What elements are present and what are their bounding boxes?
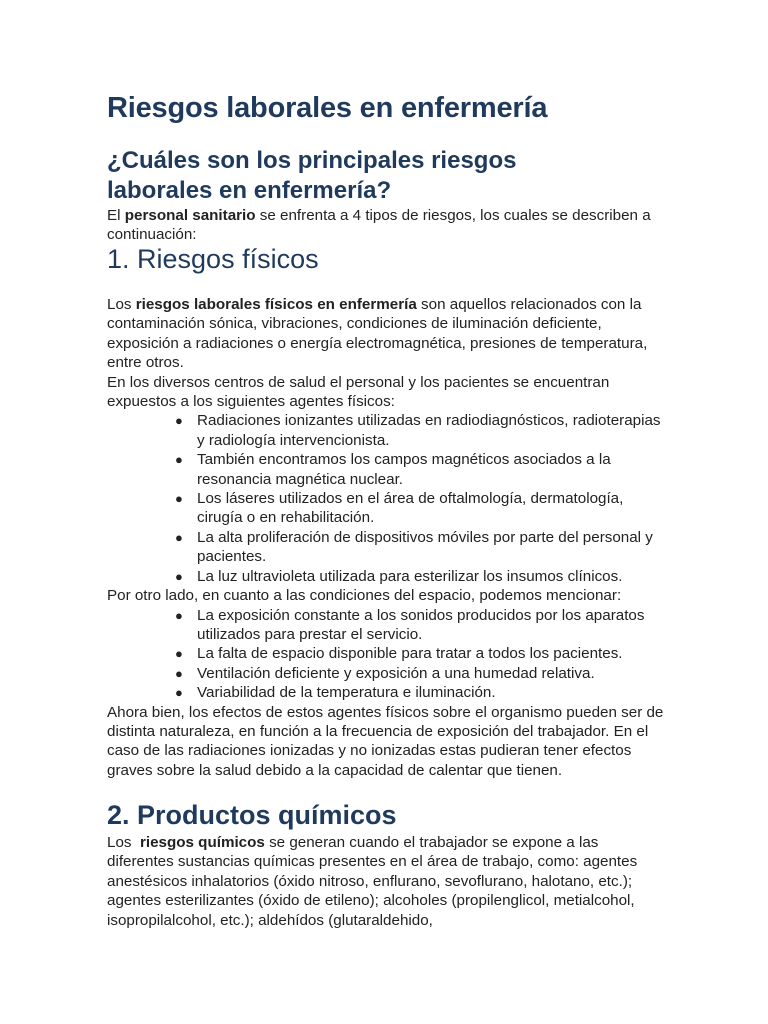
list-item-text: La alta proliferación de dispositivos móviles por parte del personal y pacientes. xyxy=(197,528,653,566)
section1-para1-bold: riesgos laborales físicos en enfermería xyxy=(135,296,417,313)
list-item xyxy=(175,683,667,702)
section1-para1-post: son aquellos relacionados con la contaminación sónica, vibraciones, condiciones de iluminación deficiente, exposición a radiaciones o energía electromagnética, presiones de temperatura, entre otros. xyxy=(107,296,648,372)
section1-paragraph-4: Ahora bien, los efectos de estos agentes físicos sobre el organismo pueden ser de distinta naturaleza, en función a la frecuencia de exposición del trabajador. En el caso de las radiaciones ionizadas y no ionizadas estas pudieran tener efectos graves sobre la salud debido a la capacidad de calentar que tienen. xyxy=(107,703,664,779)
section2-paragraph-1 xyxy=(107,833,667,930)
bullet-icon: ● xyxy=(175,491,183,507)
bullet-icon: ● xyxy=(175,529,183,545)
list-item xyxy=(175,528,667,567)
list-item-text: La exposición constante a los sonidos producidos por los aparatos utilizados para prestar el servicio. xyxy=(197,606,645,643)
list-item xyxy=(175,567,667,586)
list-item xyxy=(175,450,667,489)
section1-paragraph-3: Por otro lado, en cuanto a las condiciones del espacio, podemos mencionar: xyxy=(107,587,622,605)
intro-text-bold: personal sanitario xyxy=(124,207,256,224)
list-item-text: Ventilación deficiente y exposición a una humedad relativa. xyxy=(197,664,595,682)
list-item xyxy=(175,606,667,645)
section2-heading: 2. Productos químicos xyxy=(107,800,397,830)
list-item-text: También encontramos los campos magnéticos asociados a la resonancia magnética nuclear. xyxy=(197,451,611,488)
list-item xyxy=(175,664,667,683)
section1-paragraph-2: En los diversos centros de salud el personal y los pacientes se encuentran expuestos a los siguientes agentes físicos: xyxy=(107,373,610,411)
intro-text-pre: El xyxy=(107,207,125,224)
section2-para1-bold: riesgos químicos xyxy=(139,834,265,851)
list-item xyxy=(175,489,667,528)
list-item xyxy=(175,644,667,663)
section1-heading: 1. Riesgos físicos xyxy=(107,244,319,274)
section2-para1-post: se generan cuando el trabajador se expone a las diferentes sustancias químicas presentes en el área de trabajo, como: agentes anestésicos inhalatorios (óxido nitroso, enflurano, sevoflurano, halotano, etc.); agentes esterilizantes (óxido de etileno); alcoholes (propilenglicol, metialcohol, isopropilalcohol, etc.); aldehídos (glutaraldehido, xyxy=(107,834,638,929)
bullet-icon: ● xyxy=(175,607,183,623)
list-item-text: La luz ultravioleta utilizada para esterilizar los insumos clínicos. xyxy=(197,567,623,585)
bullet-icon: ● xyxy=(175,413,183,429)
section2-body xyxy=(107,833,667,930)
bullet-icon: ● xyxy=(175,452,183,468)
bullet-icon: ● xyxy=(175,646,183,662)
section1-body xyxy=(107,295,667,780)
section2-para1-pre: Los xyxy=(107,834,140,851)
list-item-text: La falta de espacio disponible para tratar a todos los pacientes. xyxy=(197,645,623,663)
physical-agents-list xyxy=(107,411,667,586)
intro-paragraph xyxy=(107,206,667,245)
list-item-text: Variabilidad de la temperatura e iluminación. xyxy=(197,684,496,702)
list-item-text: Los láseres utilizados en el área de oftalmología, dermatología, cirugía o en rehabilitación. xyxy=(197,490,624,527)
space-conditions-list xyxy=(107,606,667,703)
section1-para1-pre: Los xyxy=(107,296,136,313)
bullet-icon: ● xyxy=(175,568,183,584)
list-item-text: Radiaciones ionizantes utilizadas en radiodiagnósticos, radioterapias y radiología intervencionista. xyxy=(197,412,661,449)
intro-text-post: se enfrenta a 4 tipos de riesgos, los cuales se describen a continuación: xyxy=(107,207,651,244)
list-item xyxy=(175,411,667,450)
page-subtitle: ¿Cuáles son los principales riesgos laborales en enfermería? xyxy=(107,147,517,204)
bullet-icon: ● xyxy=(175,665,183,681)
page-title: Riesgos laborales en enfermería xyxy=(107,92,548,124)
bullet-icon: ● xyxy=(175,685,183,701)
section1-paragraph-1 xyxy=(107,295,667,373)
